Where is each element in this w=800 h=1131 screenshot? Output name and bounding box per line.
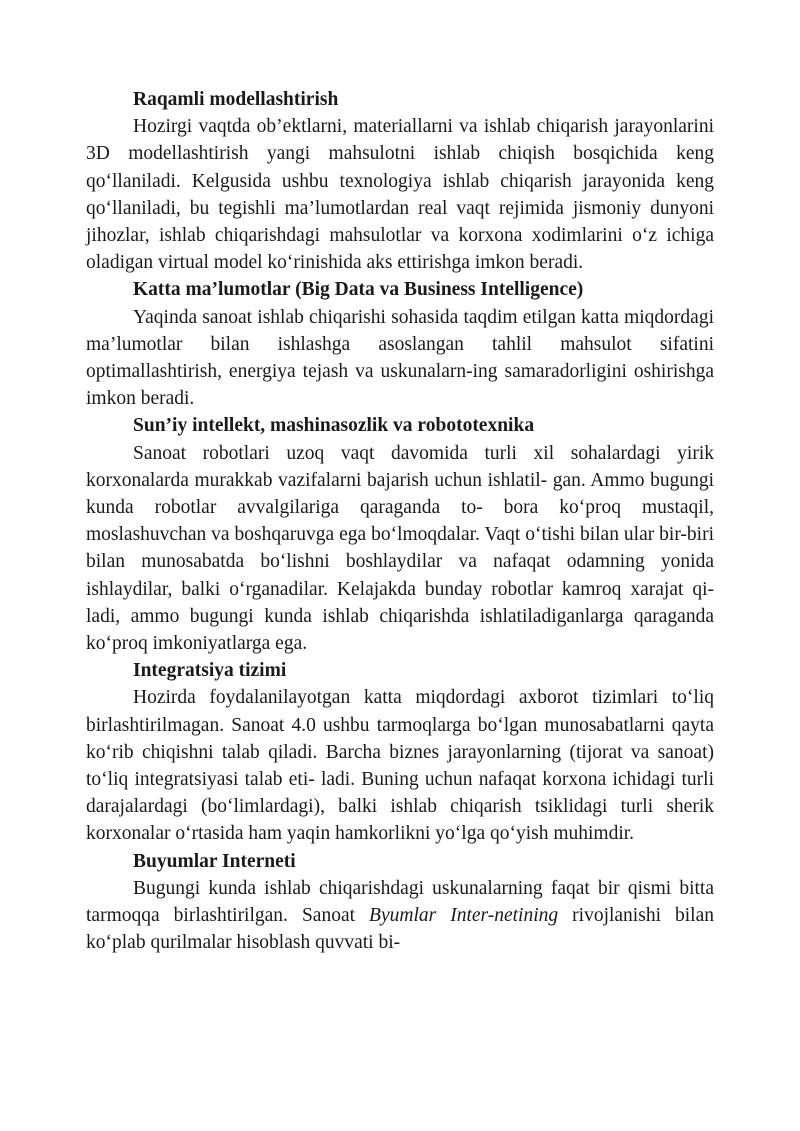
section-heading-iot: Buyumlar Interneti (133, 850, 296, 872)
section-heading-digital-modeling: Raqamli modellashtirish (133, 89, 339, 110)
document-page (86, 86, 714, 957)
iot-text-italic: Byumlar Inter-netining (369, 905, 559, 927)
section-heading-big-data: Katta ma’lumotlar (Big Data va Business Intelligence) (133, 279, 584, 301)
iot-text-before: Bugungi kunda ishlab chiqarishdagi uskunalarning faqat bir qismi bitta tarmoqqa birlashtirilgan. Sanoat (86, 877, 714, 927)
section-paragraph-iot (86, 875, 714, 957)
section-heading-ai-robotics: Sun’iy intellekt, mashinasozlik va robototexnika (133, 415, 535, 437)
section-heading-integration: Integratsiya tizimi (133, 660, 287, 682)
section-paragraph-digital-modeling: Hozirgi vaqtda ob’ektlarni, materiallarni va ishlab chiqarish jarayonlarini 3D modellashtirish yangi mahsulotni ishlab chiqish bosqichida keng qo‘llaniladi. Kelgusida ushbu texnologiya ishlab chiqarish jarayonida keng qo‘llaniladi, bu tegishli ma’lumotlardan real vaqt rejimida jismoniy dunyoni jihozlar, ishlab chiqarishdagi mahsulotlar va korxona xodimlarini o‘z ichiga oladigan virtual model ko‘rinishida aks ettirishga imkon beradi. (86, 116, 714, 274)
iot-text-after: rivojlanishi bilan ko‘plab qurilmalar hisoblash quvvati bi- (86, 905, 714, 954)
section-paragraph-big-data: Yaqinda sanoat ishlab chiqarishi sohasida taqdim etilgan katta miqdordagi ma’lumotlar bilan ishlashga asoslangan tahlil mahsulot sifatini optimallashtirish, energiya tejash va uskunalarn-ing samaradorligini oshirishga imkon beradi. (86, 306, 714, 410)
section-paragraph-ai-robotics: Sanoat robotlari uzoq vaqt davomida turli xil sohalardagi yirik korxonalarda murakkab vazifalarni bajarish uchun ishlatil- gan. Ammo bugungi kunda robotlar avvalgilariga qaraganda to- bora ko‘proq mustaqil, moslashuvchan va boshqaruvga ega bo‘lmoqdalar. Vaqt o‘tishi bilan ular bir-biri bilan munosabatda bo‘lishni boshlaydilar va nafaqat odamning yonida ishlaydilar, balki o‘rganadilar. Kelajakda bunday robotlar kamroq xarajat qi-ladi, ammo bugungi kunda ishlab chiqarishda ishlatiladiganlarga qaraganda ko‘proq imkoniyatlarga ega. (86, 442, 714, 655)
section-paragraph-integration: Hozirda foydalanilayotgan katta miqdordagi axborot tizimlari to‘liq birlashtirilmagan. Sanoat 4.0 ushbu tarmoqlarga bo‘lgan munosabatlarni qayta ko‘rib chiqishni talab qiladi. Barcha biznes jarayonlarning (tijorat va sanoat) to‘liq integratsiyasi talab eti- ladi. Buning uchun nafaqat korxona ichidagi turli darajalardagi (bo‘limlardagi), balki ishlab chiqarish tsiklidagi turli sherik korxonalar o‘rtasida ham yaqin hamkorlikni yo‘lga qo‘yish muhimdir. (86, 687, 714, 845)
